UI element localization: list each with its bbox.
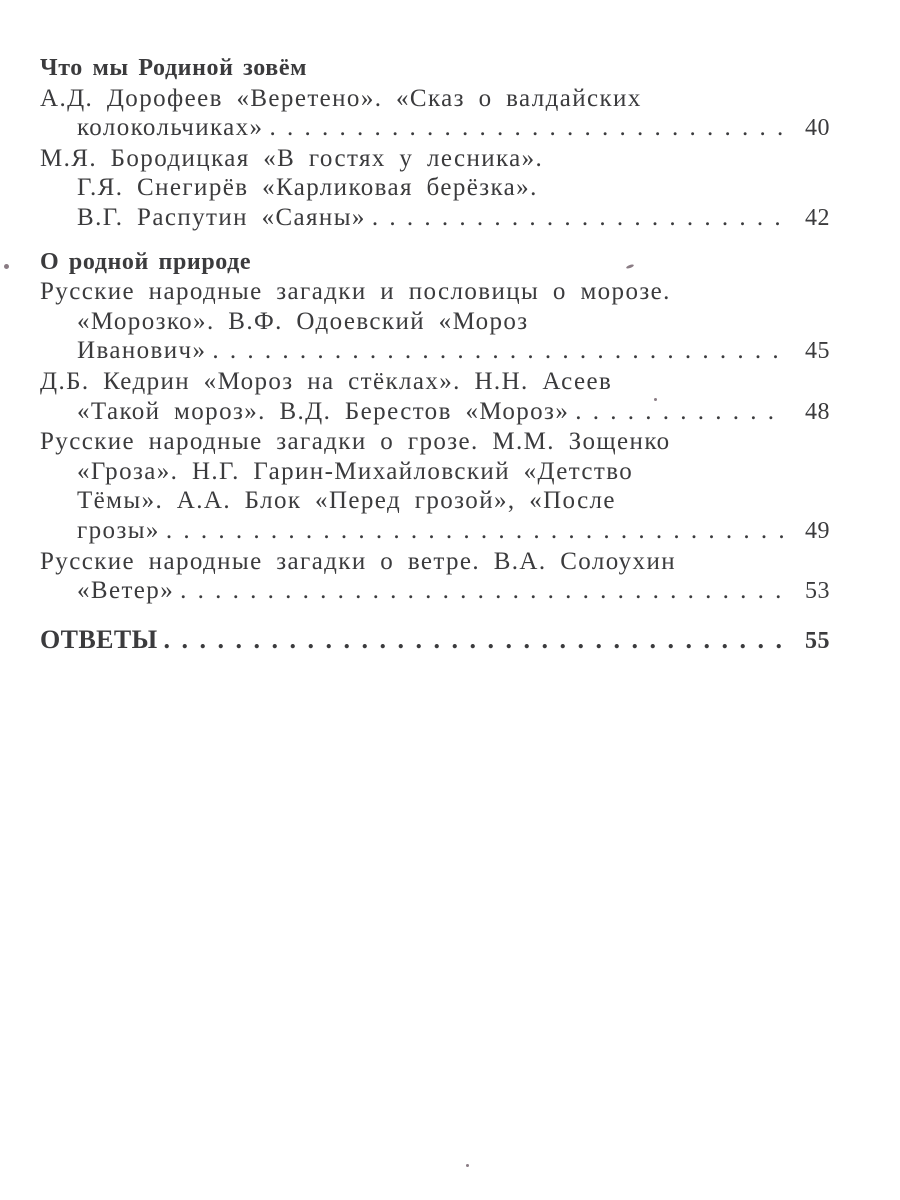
entry-line: «Гроза». Н.Г. Гарин-Михайловский «Детство: [77, 457, 634, 485]
entry-last-line: [40, 203, 830, 234]
dot-leader: [164, 625, 784, 655]
toc-entry: [40, 277, 830, 367]
entry-last-line: [40, 576, 830, 607]
toc-entry: [40, 427, 830, 546]
section-title: О родной природе: [40, 248, 252, 275]
entry-last-line: [40, 625, 830, 657]
scan-speck: [654, 398, 657, 401]
answers-label: ОТВЕТЫ: [40, 624, 158, 654]
entry-line: «Морозко». В.Ф. Одоевский «Мороз: [77, 307, 529, 335]
entry-line: Иванович»: [77, 337, 207, 365]
entry-line: колокольчиках»: [77, 114, 264, 142]
dot-leader: [269, 113, 784, 143]
entry-line: М.Я. Бородицкая «В гостях у лесника».: [40, 144, 544, 172]
entry-line: «Ветер»: [77, 577, 175, 605]
dot-leader: [575, 397, 784, 427]
answers-entry: [40, 625, 830, 657]
dot-leader: [212, 336, 784, 366]
entry-line: А.Д. Дорофеев «Веретено». «Сказ о валдайских: [40, 84, 642, 112]
toc-entry: [40, 367, 830, 427]
scan-speck: [4, 264, 9, 269]
entry-last-line: [40, 516, 830, 547]
table-of-contents: [40, 54, 830, 656]
toc-entry: [40, 84, 830, 144]
scan-speck: [466, 1164, 469, 1167]
page-number: 55: [805, 627, 830, 654]
page-number: 48: [805, 398, 830, 425]
entry-line: Тёмы». А.А. Блок «Перед грозой», «После: [77, 487, 616, 515]
entry-last-line: [40, 397, 830, 428]
entry-last-line: [40, 113, 830, 144]
dot-leader: [180, 576, 784, 606]
page-number: 49: [805, 517, 830, 544]
entry-line: Русские народные загадки о грозе. М.М. Зощенко: [40, 428, 671, 456]
entry-line: Русские народные загадки и пословицы о морозе.: [40, 278, 671, 306]
entry-last-line: [40, 336, 830, 367]
entry-line: Г.Я. Снегирёв «Карликовая берёзка».: [77, 174, 538, 202]
entry-line: «Такой мороз». В.Д. Берестов «Мороз»: [77, 397, 570, 425]
entry-line: грозы»: [77, 516, 160, 544]
entry-line: Д.Б. Кедрин «Мороз на стёклах». Н.Н. Асеев: [40, 367, 613, 395]
toc-entry: [40, 144, 830, 234]
entry-line: Русские народные загадки о ветре. В.А. Солоухин: [40, 547, 677, 575]
toc-entry: [40, 547, 830, 607]
page-number: 53: [805, 578, 830, 605]
dot-leader: [372, 203, 784, 233]
entry-line: В.Г. Распутин «Саяны»: [77, 203, 366, 231]
page-number: 40: [805, 115, 830, 142]
section-title: Что мы Родиной зовём: [40, 55, 308, 81]
page-number: 45: [805, 338, 830, 365]
page-number: 42: [805, 204, 830, 231]
dot-leader: [166, 516, 784, 546]
